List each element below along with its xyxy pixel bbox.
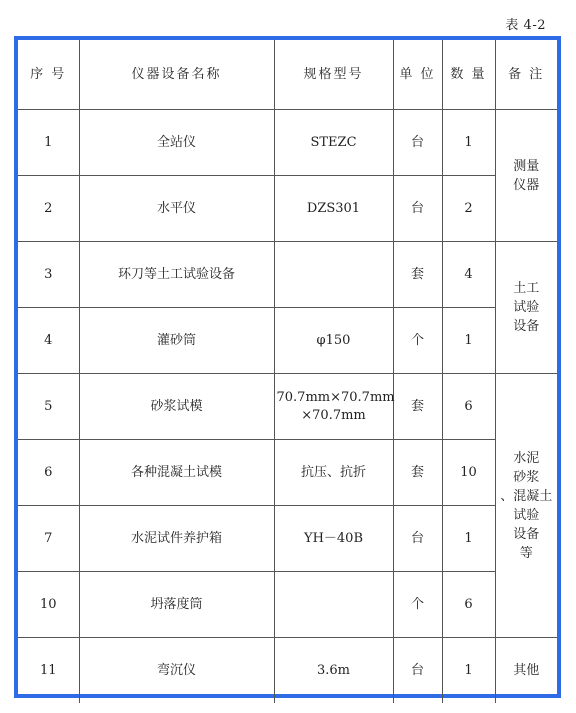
equipment-table [18, 40, 557, 703]
table-row [18, 506, 557, 572]
note-line: 设备 [513, 319, 540, 334]
cell-qty: 10 [442, 440, 495, 506]
cell-spec [274, 374, 393, 440]
cell-name: 各种混凝土试模 [79, 440, 274, 506]
header-no: 序 号 [18, 40, 79, 110]
table-caption: 表 4-2 [505, 18, 546, 33]
cell-spec: YH－40B [274, 506, 393, 572]
cell-name: 弯沉仪 [79, 638, 274, 704]
cell-qty: 1 [442, 110, 495, 176]
cell-unit: 台 [393, 176, 442, 242]
cell-qty: 2 [442, 176, 495, 242]
cell-unit: 套 [393, 242, 442, 308]
table-row [18, 110, 557, 176]
cell-no: 7 [18, 506, 79, 572]
cell-spec: STEZC [274, 110, 393, 176]
table-row [18, 176, 557, 242]
cell-note-soil [495, 242, 557, 374]
table-row [18, 374, 557, 440]
header-name: 仪器设备名称 [79, 40, 274, 110]
cell-qty: 1 [442, 506, 495, 572]
cell-name: 坍落度筒 [79, 572, 274, 638]
cell-unit: 个 [393, 572, 442, 638]
cell-note-other: 其他 [495, 638, 557, 704]
note-line: 、混凝土 [500, 488, 553, 504]
cell-spec: 抗压、抗折 [274, 440, 393, 506]
note-line: 试验 [513, 300, 540, 315]
cell-no: 3 [18, 242, 79, 308]
cell-qty: 6 [442, 374, 495, 440]
cell-spec: 3.6m [274, 638, 393, 704]
cell-spec: φ150 [274, 308, 393, 374]
cell-no: 5 [18, 374, 79, 440]
cell-no: 4 [18, 308, 79, 374]
cell-no: 6 [18, 440, 79, 506]
cell-name: 砂浆试模 [79, 374, 274, 440]
header-note: 备 注 [495, 40, 557, 110]
note-line: 设备 [513, 526, 540, 542]
cell-spec [274, 572, 393, 638]
note-line: 水泥 [513, 450, 540, 466]
cell-unit: 台 [393, 110, 442, 176]
table-row [18, 572, 557, 638]
header-unit: 单 位 [393, 40, 442, 110]
spec-line: 70.7mm×70.7mm [276, 389, 395, 405]
cell-unit: 台 [393, 506, 442, 572]
cell-no: 2 [18, 176, 79, 242]
cell-qty: 1 [442, 308, 495, 374]
cell-spec [274, 242, 393, 308]
table-row [18, 308, 557, 374]
note-line: 仪器 [513, 177, 540, 193]
cell-name: 水平仪 [79, 176, 274, 242]
cell-unit: 套 [393, 440, 442, 506]
cell-no: 1 [18, 110, 79, 176]
cell-name: 环刀等土工试验设备 [79, 242, 274, 308]
cell-name: 灌砂筒 [79, 308, 274, 374]
note-line: 试验 [513, 507, 540, 523]
cell-qty: 1 [442, 638, 495, 704]
cell-qty: 4 [442, 242, 495, 308]
header-row [18, 40, 557, 110]
cell-unit: 个 [393, 308, 442, 374]
header-qty: 数 量 [442, 40, 495, 110]
table-row [18, 638, 557, 704]
table-frame [14, 36, 561, 698]
cell-note-survey [495, 110, 557, 242]
table-row [18, 242, 557, 308]
table-row [18, 440, 557, 506]
cell-qty: 6 [442, 572, 495, 638]
cell-no: 11 [18, 638, 79, 704]
cell-spec: DZS301 [274, 176, 393, 242]
note-line: 砂浆 [513, 469, 540, 485]
note-line: 测量 [513, 158, 540, 174]
note-line: 土工 [513, 281, 540, 296]
cell-name: 全站仪 [79, 110, 274, 176]
cell-unit: 套 [393, 374, 442, 440]
cell-unit: 台 [393, 638, 442, 704]
spec-line: ×70.7mm [301, 407, 366, 423]
cell-name: 水泥试件养护箱 [79, 506, 274, 572]
note-line: 等 [519, 545, 533, 561]
header-spec: 规格型号 [274, 40, 393, 110]
cell-note-concrete [495, 374, 557, 638]
cell-no: 10 [18, 572, 79, 638]
